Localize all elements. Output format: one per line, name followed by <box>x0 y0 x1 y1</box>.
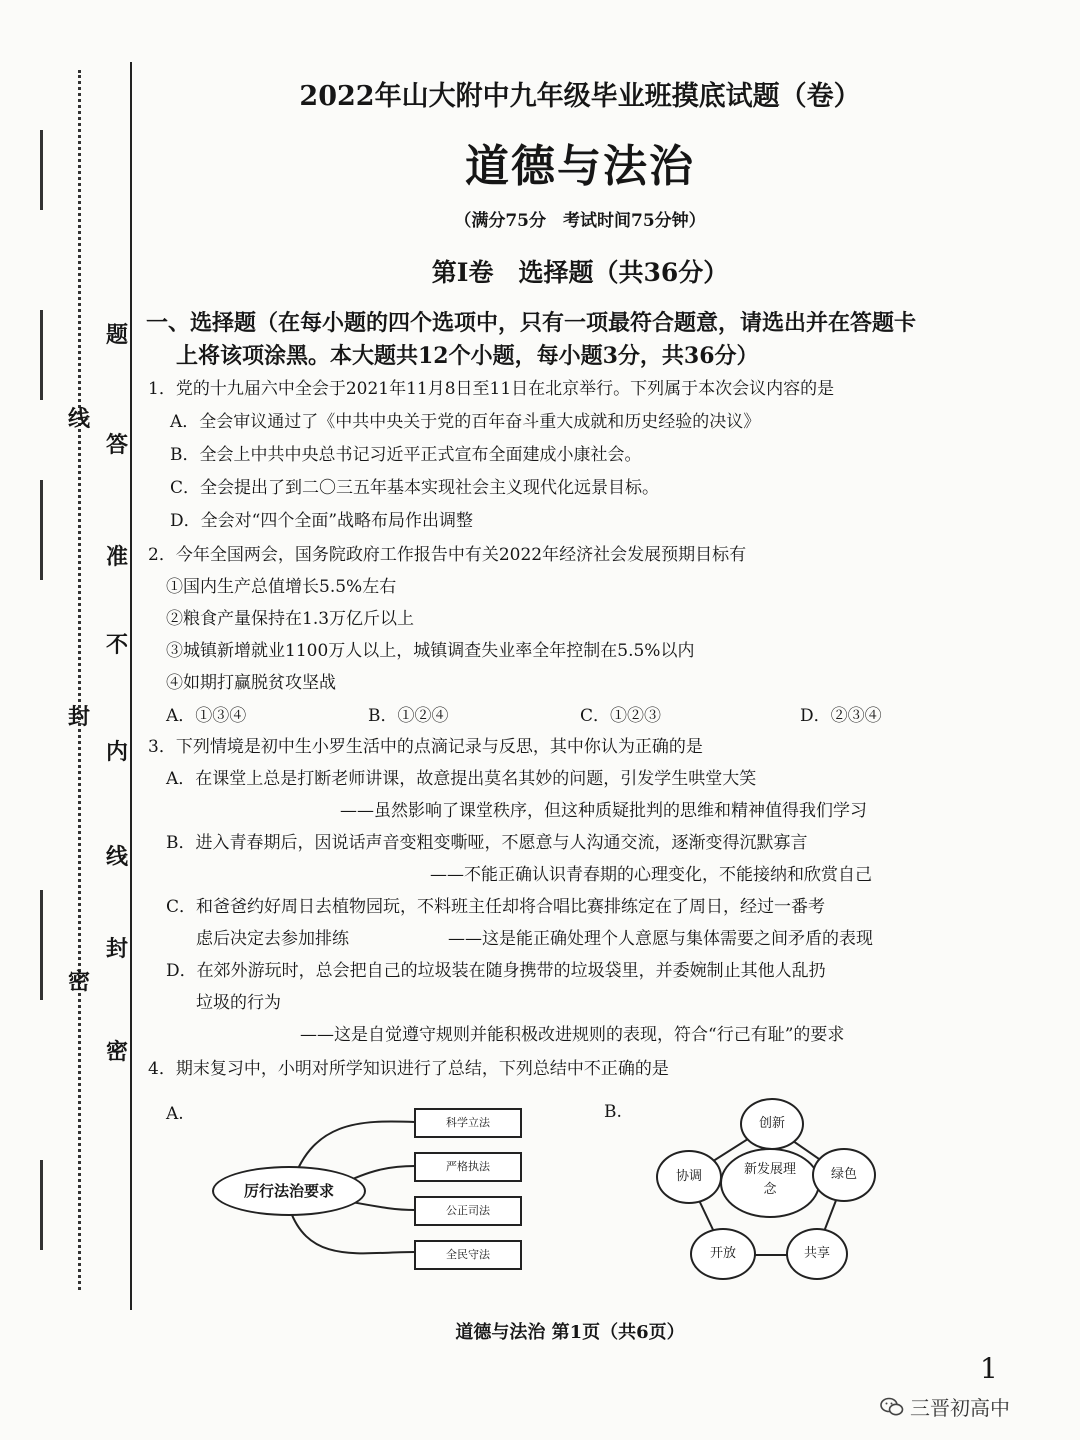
margin-dash <box>40 310 43 400</box>
option-comment: ——不能正确认识青春期的心理变化，不能接纳和欣赏自己 <box>430 865 872 885</box>
option-comment: ——这是能正确处理个人意愿与集体需要之间矛盾的表现 <box>448 929 873 949</box>
margin-label: 题 <box>105 322 128 348</box>
margin-label: 封 <box>105 936 128 962</box>
question-stem: 2．今年全国两会，国务院政府工作报告中有关2022年经济社会发展预期目标有 <box>148 545 747 565</box>
margin-label: 线 <box>105 844 128 870</box>
section-heading: 一、选择题（在每小题的四个选项中，只有一项最符合题意，请选出并在答题卡 <box>146 310 917 336</box>
option-label: A. <box>166 1104 184 1124</box>
list-item: ①国内生产总值增长5.5%左右 <box>166 577 397 597</box>
margin-label: 密 <box>67 969 90 995</box>
list-item: ③城镇新增就业1100万人以上，城镇调查失业率全年控制在5.5%以内 <box>166 641 695 661</box>
page-number: 1 <box>980 1352 998 1385</box>
margin-label: 答 <box>105 432 128 458</box>
margin-dash <box>40 890 43 1000</box>
option: B．进入青春期后，因说话声音变粗变嘶哑，不愿意与人沟通交流，逐渐变得沉默寡言 <box>166 833 808 853</box>
diagram-a-box: 公正司法 <box>414 1196 522 1226</box>
option-comment: ——虽然影响了课堂秩序，但这种质疑批判的思维和精神值得我们学习 <box>340 801 867 821</box>
diagram-a-box: 严格执法 <box>414 1152 522 1182</box>
binding-dotted-line <box>78 70 81 1290</box>
option: 垃圾的行为 <box>196 993 281 1013</box>
option: B．全会上中共中央总书记习近平正式宣布全面建成小康社会。 <box>170 445 642 465</box>
diagram-b-node: 绿色 <box>812 1148 876 1202</box>
diagram-b-node: 创新 <box>740 1098 804 1150</box>
option: C．①②③ <box>580 706 662 726</box>
option: D．②③④ <box>800 706 882 726</box>
option-comment: ——这是自觉遵守规则并能积极改进规则的表现，符合“行己有耻”的要求 <box>300 1025 845 1045</box>
section-heading: 上将该项涂黑。本大题共12个小题，每小题3分，共36分） <box>176 343 759 369</box>
option: C．全会提出了到二〇三五年基本实现社会主义现代化远景目标。 <box>170 478 660 498</box>
margin-label: 密 <box>105 1039 128 1065</box>
brand-name: 三晋初高中 <box>910 1396 1010 1420</box>
option-label: B. <box>604 1102 622 1122</box>
part-title: 第Ⅰ卷 选择题（共36分） <box>431 258 729 287</box>
list-item: ④如期打赢脱贫攻坚战 <box>166 673 336 693</box>
diagram-b-center-label: 新发展理念 <box>743 1162 796 1197</box>
exam-meta: （满分75分 考试时间75分钟） <box>454 211 706 231</box>
question-stem: 4．期末复习中，小明对所学知识进行了总结，下列总结中不正确的是 <box>148 1059 669 1079</box>
exam-title: 2022年山大附中九年级毕业班摸底试题（卷） <box>299 81 861 112</box>
subject-title: 道德与法治 <box>465 141 695 192</box>
diagram-a-box: 全民守法 <box>414 1240 522 1270</box>
margin-dash <box>40 130 43 210</box>
diagram-b-node: 共享 <box>786 1228 848 1280</box>
option: A．①③④ <box>166 706 247 726</box>
margin-label: 内 <box>105 739 128 765</box>
margin-label: 封 <box>67 704 90 730</box>
margin-label: 不 <box>105 632 128 658</box>
margin-label: 准 <box>105 544 128 570</box>
question-stem: 3．下列情境是初中生小罗生活中的点滴记录与反思，其中你认为正确的是 <box>148 737 703 757</box>
option: D．在郊外游玩时，总会把自己的垃圾装在随身携带的垃圾袋里，并委婉制止其他人乱扔 <box>166 961 826 981</box>
margin-dash <box>40 1160 43 1250</box>
option: D．全会对“四个全面”战略布局作出调整 <box>170 511 474 531</box>
diagram-b-node: 开放 <box>690 1228 756 1280</box>
option: C．和爸爸约好周日去植物园玩，不料班主任却将合唱比赛排练定在了周日，经过一番考 <box>166 897 826 917</box>
option: A．全会审议通过了《中共中央关于党的百年奋斗重大成就和历史经验的决议》 <box>170 412 761 432</box>
wechat-icon <box>880 1397 904 1417</box>
option: B．①②④ <box>368 706 449 726</box>
diagram-b-node: 协调 <box>656 1150 722 1204</box>
option: 虑后决定去参加排练 <box>196 929 349 949</box>
diagram-a-center: 厉行法治要求 <box>212 1166 366 1216</box>
brand-tag <box>880 1392 1010 1421</box>
option: A．在课堂上总是打断老师讲课，故意提出莫名其妙的问题，引发学生哄堂大笑 <box>166 769 757 789</box>
diagram-a-box: 科学立法 <box>414 1108 522 1138</box>
page-footer: 道德与法治 第1页（共6页） <box>455 1322 685 1343</box>
margin-label: 线 <box>67 406 90 432</box>
diagram-b-center <box>720 1148 820 1218</box>
margin-rule <box>130 62 132 1310</box>
margin-dash <box>40 480 43 580</box>
list-item: ②粮食产量保持在1.3万亿斤以上 <box>166 609 415 629</box>
question-stem: 1．党的十九届六中全会于2021年11月8日至11日在北京举行。下列属于本次会议内容的是 <box>148 379 835 399</box>
